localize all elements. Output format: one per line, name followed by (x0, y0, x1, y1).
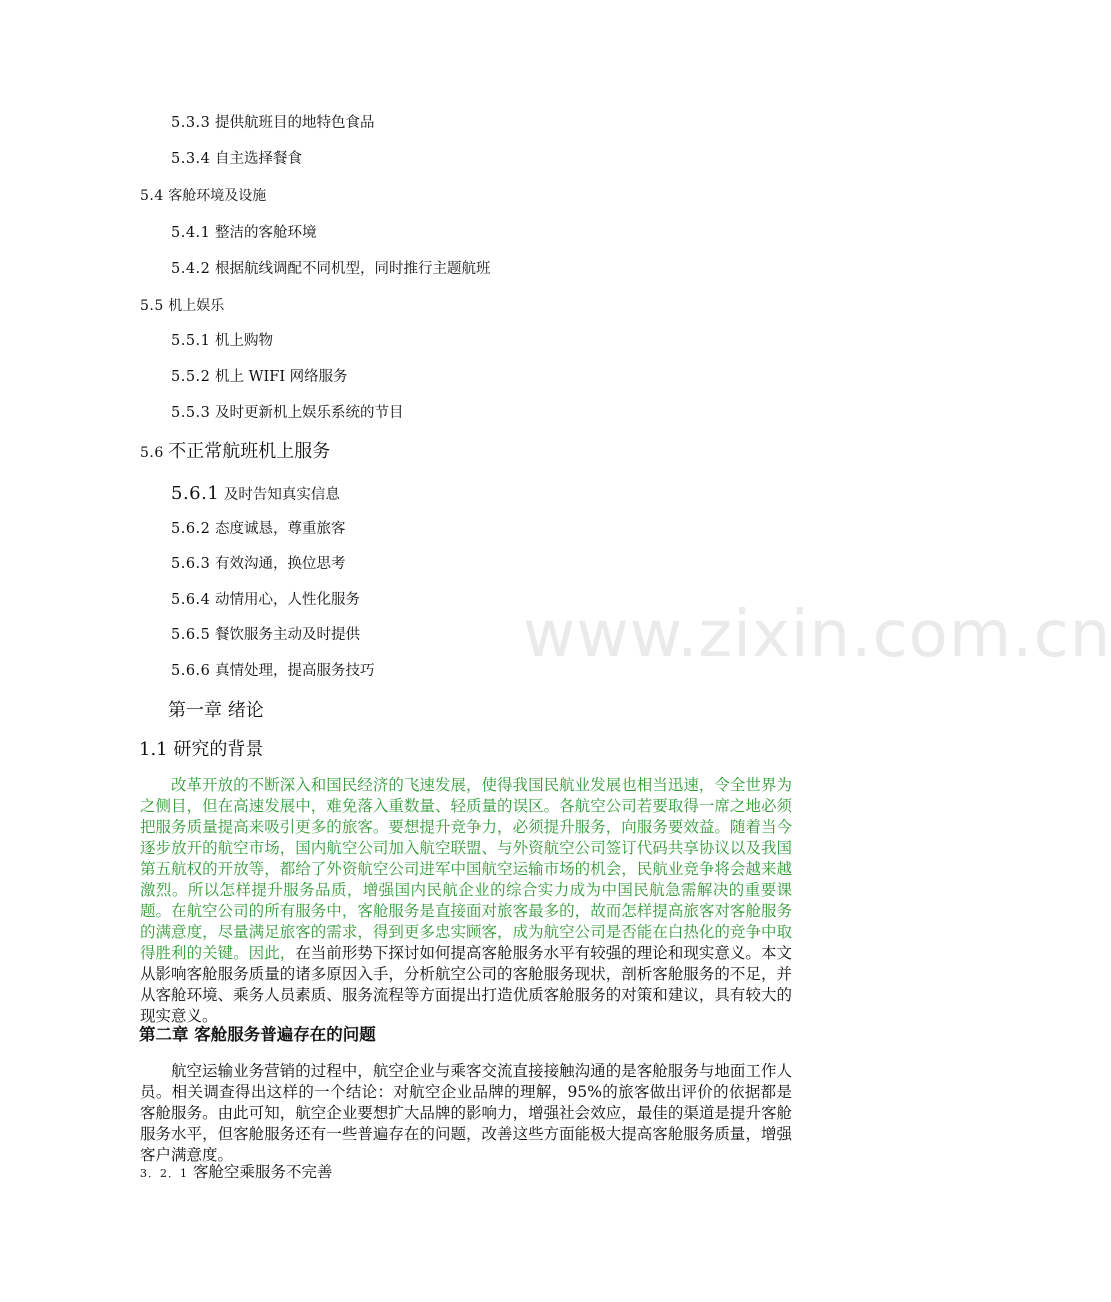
toc-item (171, 115, 375, 132)
toc-number: 5.5 (140, 298, 164, 314)
toc-item (171, 592, 360, 609)
toc-item (140, 298, 224, 315)
toc-text: 根据航线调配不同机型，同时推行主题航班 (215, 261, 491, 277)
toc-item (171, 151, 302, 168)
toc-item (140, 188, 266, 205)
toc-text: 动情用心，人性化服务 (215, 592, 361, 608)
subsection-number: 3．2．1 (140, 1167, 188, 1180)
toc-number: 5.6.2 (171, 521, 211, 537)
toc-number: 5.4 (140, 188, 164, 204)
toc-item (171, 663, 375, 680)
paragraph-background (140, 775, 792, 1027)
toc-text: 提供航班目的地特色食品 (215, 115, 375, 131)
chapter-title: 第二章 客舱服务普遍存在的问题 (139, 1025, 376, 1044)
toc-text: 自主选择餐食 (215, 151, 303, 167)
toc-number: 5.5.1 (171, 333, 211, 349)
toc-text: 机上 WIFI 网络服务 (215, 369, 348, 385)
toc-item (171, 556, 346, 573)
toc-number: 5.5.3 (171, 405, 211, 421)
toc-item (171, 261, 491, 278)
toc-text: 及时告知真实信息 (223, 487, 340, 503)
paragraph-problems: 航空运输业务营销的过程中，航空企业与乘客交流直接接触沟通的是客舱服务与地面工作人员。相关调查得出这样的一个结论：对航空企业品牌的理解，95%的旅客做出评价的依据都是客舱服务。由此可知，航空企业要想扩大品牌的影响力，增强社会效应，最佳的渠道是提升客舱服务水平，但客舱服务还有一些普遍存在的问题，改善这些方面能极大提高客舱服务质量，增强客户满意度。 (140, 1062, 792, 1164)
toc-text: 态度诚恳，尊重旅客 (215, 521, 346, 537)
black-text-span: 在当前形势下探讨如何提高客舱服务水平有较强的理论和现实意义。本文从影响客舱服务质量的诸多原因入手，分析航空公司的客舱服务现状，剖析客舱服务的不足，并从客舱环境、乘务人员素质、服务流程等方面提出打造优质客舱服务的对策和建议，具有较大的现实意义。 (140, 944, 792, 1025)
green-text-span: 改革开放的不断深入和国民经济的飞速发展，使得我国民航业发展也相当迅速，令全世界为之侧目，但在高速发展中，难免落入重数量、轻质量的误区。各航空公司若要取得一席之地必须把服务质量提高来吸引更多的旅客。要想提升竞争力，必须提升服务，向服务要效益。随着当今逐步放开的航空市场，国内航空公司加入航空联盟、与外资航空公司签订代码共享协议以及我国第五航权的开放等，都给了外资航空公司进军中国航空运输市场的机会，民航业竞争将会越来越激烈。所以怎样提升服务品质，增强国内民航企业的综合实力成为中国民航急需解决的重要课题。在航空公司的所有服务中，客舱服务是直接面对旅客最多的，故而怎样提高旅客对客舱服务的满意度，尽量满足旅客的需求，得到更多忠实顾客，成为航空公司是否能在白热化的竞争中取得胜利的关键。因此， (140, 776, 792, 962)
toc-item (171, 369, 348, 386)
section-heading: 1.1 研究的背景 (139, 739, 264, 760)
toc-item (140, 441, 330, 463)
toc-text: 餐饮服务主动及时提供 (215, 627, 361, 643)
toc-text: 不正常航班机上服务 (168, 441, 331, 462)
watermark: www.zixin.com.cn (523, 598, 1111, 672)
toc-item (171, 627, 360, 644)
toc-item (171, 521, 346, 538)
toc-number: 5.6.3 (171, 556, 211, 572)
toc-item (171, 405, 404, 422)
toc-number: 5.4.2 (171, 261, 211, 277)
toc-item (171, 483, 340, 505)
toc-item (171, 225, 317, 242)
toc-number: 5.3.3 (171, 115, 211, 131)
toc-number: 5.6.5 (171, 627, 211, 643)
toc-text: 有效沟通，换位思考 (215, 556, 346, 572)
toc-number: 5.5.2 (171, 369, 211, 385)
toc-number: 5.4.1 (171, 225, 211, 241)
toc-text: 客舱环境及设施 (168, 188, 267, 204)
toc-text: 机上购物 (215, 333, 274, 349)
toc-number: 5.6.4 (171, 592, 211, 608)
toc-text: 整洁的客舱环境 (215, 225, 317, 241)
chapter-title: 第一章 绪论 (168, 700, 264, 721)
toc-text: 机上娱乐 (168, 298, 225, 314)
toc-text: 真情处理，提高服务技巧 (215, 663, 375, 679)
toc-number: 5.6 (140, 445, 164, 461)
toc-number: 5.6.6 (171, 663, 211, 679)
subsection-text: 客舱空乘服务不完善 (192, 1163, 333, 1181)
toc-number: 5.3.4 (171, 151, 211, 167)
toc-item (171, 333, 273, 350)
toc-text: 及时更新机上娱乐系统的节目 (215, 405, 404, 421)
subsection-heading (140, 1163, 332, 1182)
toc-number: 5.6.1 (171, 483, 220, 504)
